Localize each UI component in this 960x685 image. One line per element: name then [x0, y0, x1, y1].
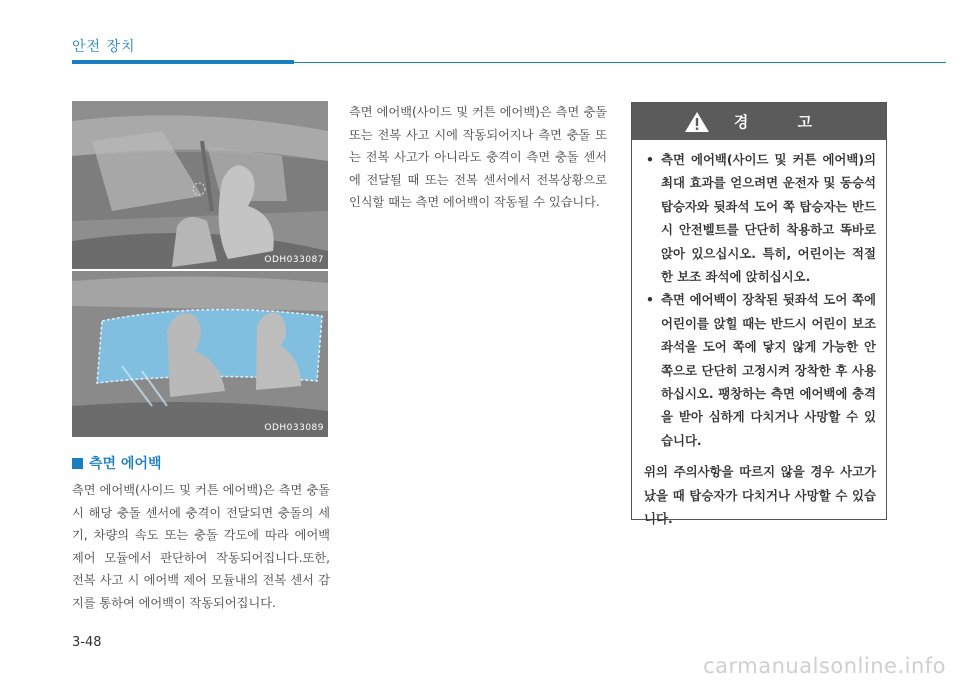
warning-title: 경 고 — [733, 113, 835, 131]
header-rule — [294, 62, 946, 63]
warning-item-text: 측면 에어백(사이드 및 커튼 에어백)의 최대 효과를 얻으려면 운전자 및 동승석 탑승자와 뒷좌석 도어 쪽 탑승자는 반드시 안전벨트를 단단히 착용하고 똑바로 앉아 있으십시오. 특히, 어린이는 적절한 보조 좌석에 앉히십시오. — [661, 152, 876, 285]
warning-note: 위의 주의사항을 따르지 않을 경우 사고가 났을 때 탑승자가 다치거나 사망할 수 있습니다. — [644, 464, 876, 527]
bullet: • — [646, 152, 654, 167]
warning-header — [632, 103, 886, 140]
section-square-icon — [72, 458, 83, 469]
car-interior-illustration — [72, 101, 328, 269]
warning-item — [644, 288, 876, 452]
section-heading — [72, 453, 162, 473]
warning-list — [632, 140, 886, 452]
section-heading-text: 측면 에어백 — [89, 456, 162, 472]
bullet: • — [646, 292, 654, 308]
page-number: 3-48 — [72, 635, 102, 650]
warning-triangle-icon — [684, 111, 710, 133]
figure-curtain-airbag — [72, 269, 328, 437]
section-paragraph: 측면 에어백(사이드 및 커튼 에어백)은 측면 충돌 시 해당 충돌 센서에 충격이 전달되면 충돌의 세기, 차량의 속도 또는 충돌 각도에 따라 에어백 제어 모듈에서 판단하여 작동되어집니다.또한, 전복 사고 시 에어백 제어 모듈내의 전복 센서 감지를 통하여 에어백이 작동되어집니다. — [72, 483, 330, 610]
warning-item — [644, 148, 876, 288]
figure-car-interior — [72, 101, 328, 269]
warning-item-text: 측면 에어백이 장착된 뒷좌석 도어 쪽에 어린이를 앉힐 때는 반드시 어린이 보조 좌석을 도어 쪽에 닿지 않게 가능한 안쪽으로 단단히 고정시켜 장착한 후 사용하십시오. 팽창하는 측면 에어백에 충격을 받아 심하게 다치거나 사망할 수 있습니다. — [661, 292, 876, 448]
watermark: carmanualsonline.info — [703, 654, 946, 678]
figure-code: ODH033087 — [264, 255, 324, 265]
body-paragraph: 측면 에어백(사이드 및 커튼 에어백)은 측면 충돌 또는 전복 사고 시에 작동되어지나 측면 충돌 또는 전복 사고가 아니라도 충격이 측면 충돌 센서에 전달될 때 또는 전복 센서에서 전복상황으로 인식할 때는 측면 에어백이 작동될 수 있습니다. — [349, 105, 607, 209]
curtain-airbag-illustration — [72, 271, 328, 437]
header-section-title: 안전 장치 — [72, 39, 136, 55]
header-accent-bar — [72, 60, 294, 64]
figure-code: ODH033089 — [264, 423, 324, 433]
warning-box — [631, 102, 887, 527]
